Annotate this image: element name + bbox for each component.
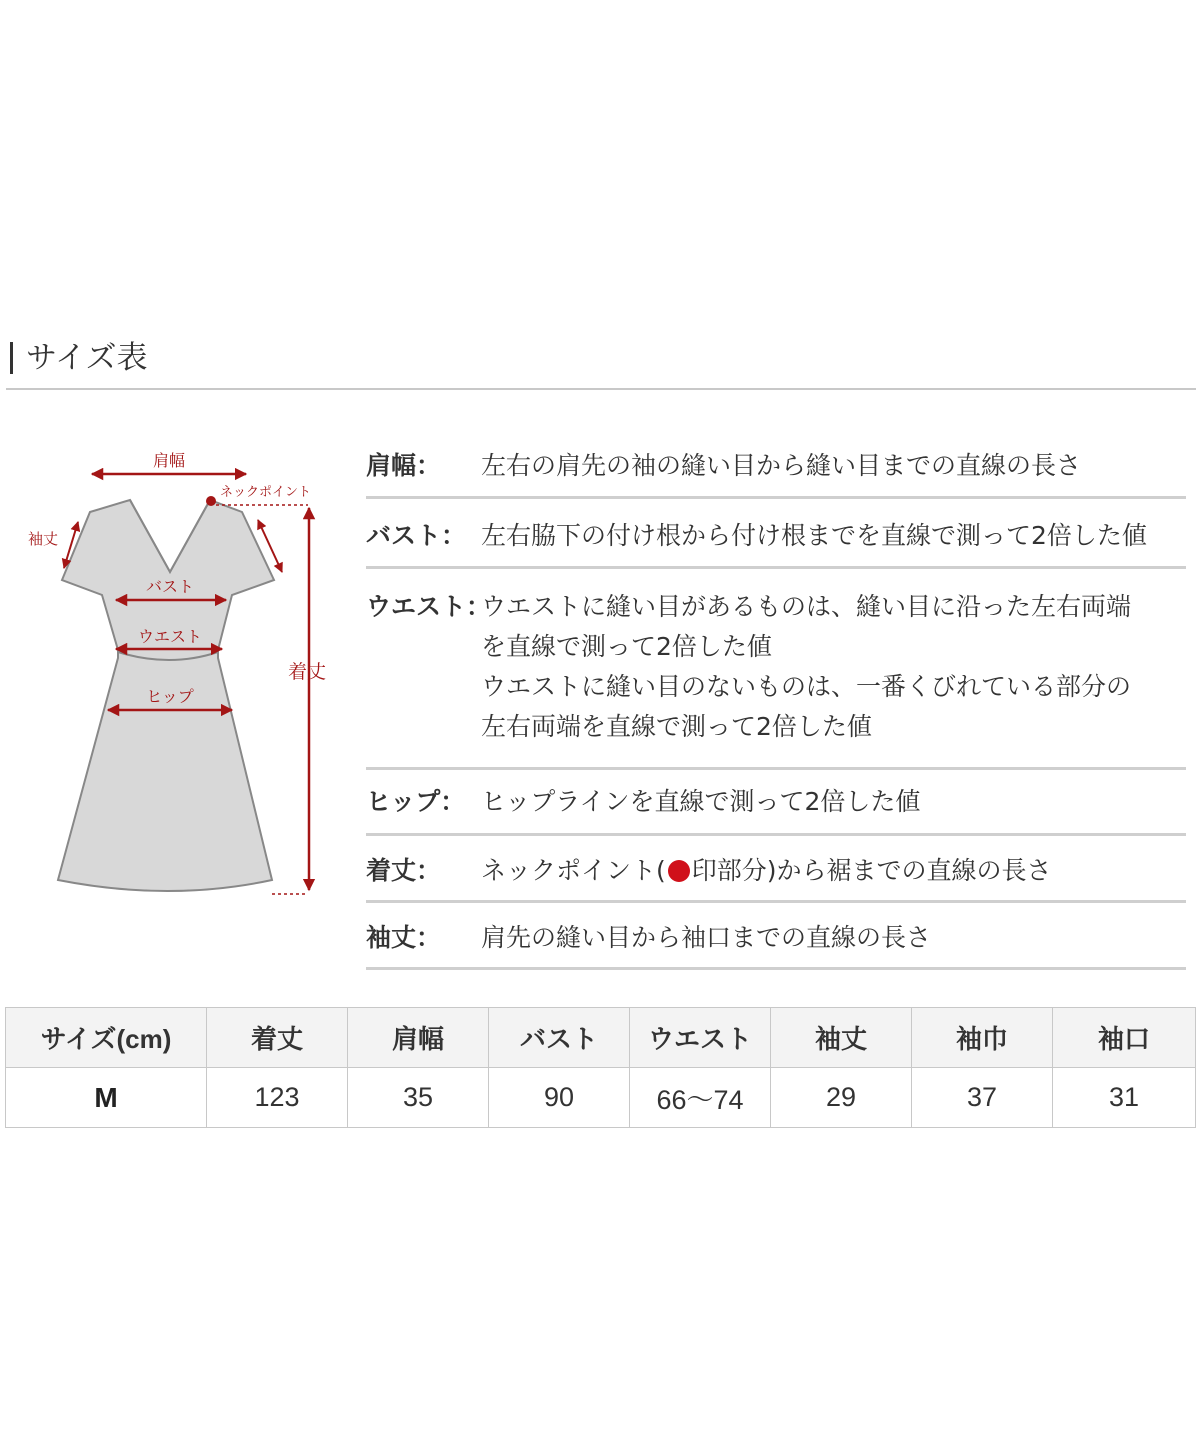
definition-text [481, 587, 1131, 747]
definition-text [481, 851, 1052, 891]
table-cell: 37 [912, 1068, 1053, 1128]
column-header: ウエスト [630, 1008, 771, 1068]
bust-label: バスト [145, 577, 195, 596]
sleeve-label: 袖丈 [28, 530, 59, 548]
definition-term: ヒップ： [366, 787, 466, 816]
table-row [6, 1068, 1196, 1128]
section-header [6, 338, 1196, 390]
table-cell: 29 [771, 1068, 912, 1128]
definition-line: 左右両端を直線で測って2倍した値 [481, 712, 872, 741]
definition-text: 左右脇下の付け根から付け根までを直線で測って2倍した値 [481, 521, 1147, 550]
definition-line: ウエストに縫い目があるものは、縫い目に沿った左右両端 [481, 592, 1132, 621]
definition-line: ウエストに縫い目のないものは、一番くびれている部分の [481, 672, 1132, 701]
definition-term: 着丈： [366, 856, 442, 885]
column-header: 袖口 [1053, 1008, 1196, 1068]
definition-text: 肩先の縫い目から袖口までの直線の長さ [481, 923, 932, 952]
table-header-row [6, 1008, 1196, 1068]
column-header: バスト [489, 1008, 630, 1068]
table-cell: 123 [207, 1068, 348, 1128]
table-cell: 31 [1053, 1068, 1196, 1128]
title-divider [6, 388, 1196, 390]
definition-bust [366, 499, 1186, 569]
shoulder-label: 肩幅 [152, 451, 186, 470]
length-label: 着丈 [288, 661, 327, 683]
definition-text-after: 印部分)から裾までの直線の長さ [691, 856, 1052, 885]
definition-term: 袖丈： [366, 923, 442, 952]
column-header: 肩幅 [348, 1008, 489, 1068]
waist-label: ウエスト [137, 627, 203, 646]
definition-length [366, 836, 1186, 903]
definition-term: 肩幅： [366, 451, 442, 480]
definition-line: を直線で測って2倍した値 [481, 632, 772, 661]
table-cell: 66〜74 [630, 1068, 771, 1128]
neck-point-dot [206, 496, 216, 506]
neck-point-marker-icon [668, 860, 690, 882]
definition-term: バスト： [366, 521, 467, 550]
definition-text-before: ネックポイント( [481, 856, 666, 885]
title-accent-bar [10, 342, 13, 374]
definition-text: ヒップラインを直線で測って2倍した値 [481, 787, 921, 816]
definition-sleeve [366, 903, 1186, 970]
table-cell: 90 [489, 1068, 630, 1128]
definition-hip [366, 770, 1186, 836]
column-header: 袖巾 [912, 1008, 1053, 1068]
definition-shoulder [366, 432, 1186, 499]
measurement-definitions [366, 432, 1186, 970]
definition-waist [366, 569, 1186, 770]
column-header: 袖丈 [771, 1008, 912, 1068]
table-cell: 35 [348, 1068, 489, 1128]
neck-point-label: ネックポイント [220, 485, 312, 500]
section-title: サイズ表 [26, 340, 148, 376]
size-table [5, 1007, 1196, 1128]
hip-label: ヒップ [146, 687, 194, 706]
column-header: サイズ(cm) [6, 1008, 207, 1068]
column-header: 着丈 [207, 1008, 348, 1068]
definition-text: 左右の肩先の袖の縫い目から縫い目までの直線の長さ [481, 451, 1082, 480]
definition-term: ウエスト： [366, 592, 492, 621]
size-cell: M [6, 1068, 207, 1128]
dress-diagram [20, 440, 340, 910]
